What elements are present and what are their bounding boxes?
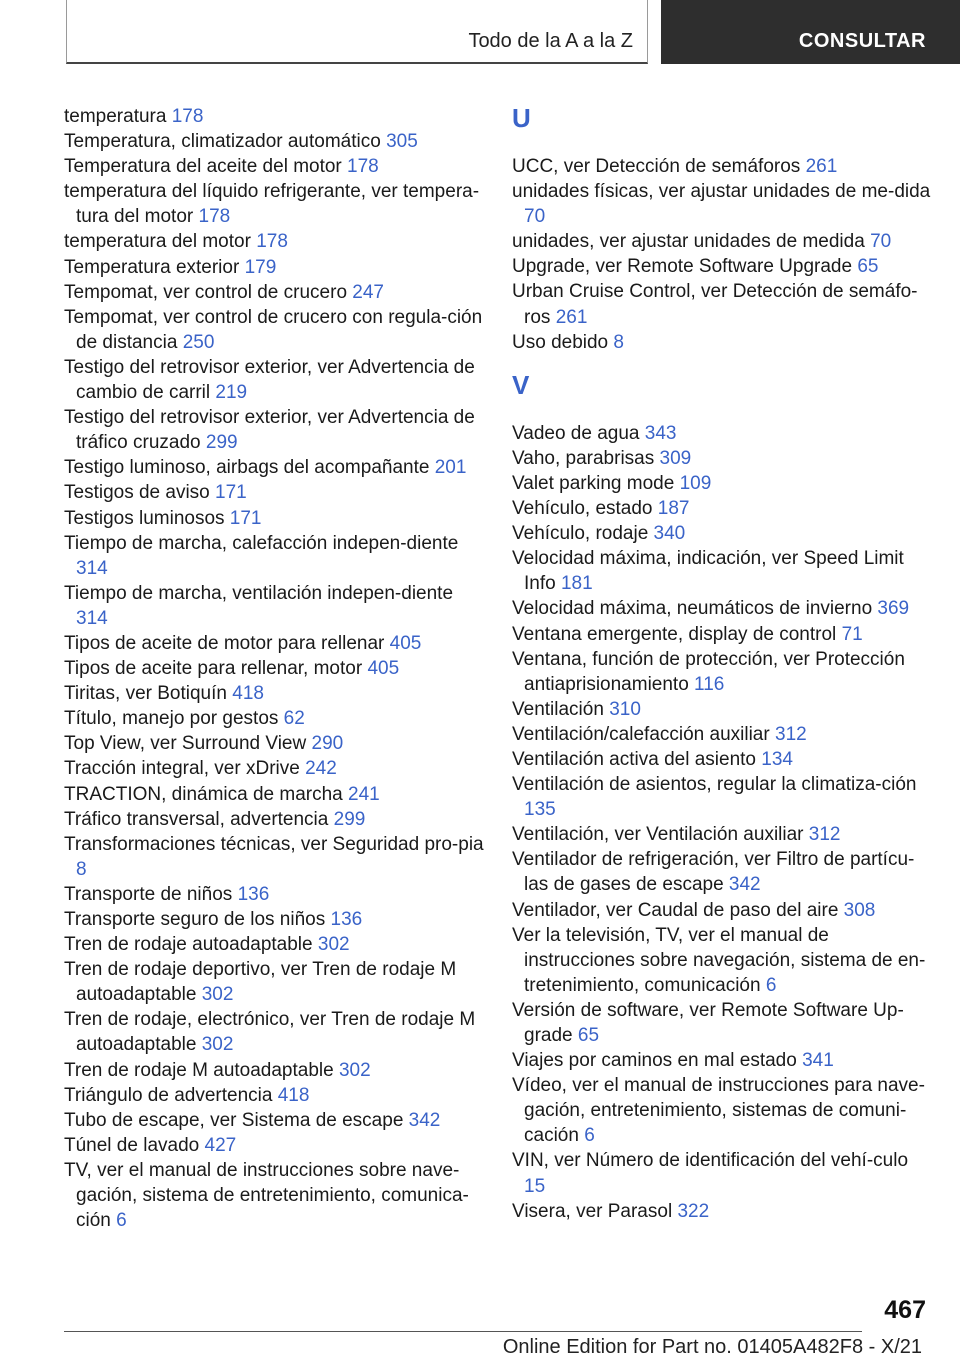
index-entry-page-link[interactable]: 302 (317, 934, 350, 956)
index-entry-page-link[interactable]: 201 (434, 457, 467, 479)
index-entry (512, 596, 932, 621)
index-entry-term: Tren de rodaje autoadaptable (64, 934, 318, 956)
index-entry (512, 229, 932, 254)
index-entry (64, 656, 484, 681)
index-entry-page-link[interactable]: 62 (283, 708, 305, 730)
index-entry (64, 1058, 484, 1083)
index-entry (64, 255, 484, 280)
section-tab[interactable] (66, 0, 648, 64)
index-entry (64, 280, 484, 305)
index-entry-term: Transporte de niños (64, 883, 238, 905)
index-letter-u: U (512, 103, 531, 133)
index-entry-term: temperatura del líquido refrigerante, ver tempera-tura del motor (64, 181, 480, 228)
index-entry (64, 355, 484, 405)
index-entry-page-link[interactable]: 136 (330, 909, 363, 930)
index-entry-term: Tiempo de marcha, calefacción indepen-diente (64, 532, 459, 554)
index-column-left (64, 104, 484, 1233)
index-entry (64, 581, 484, 631)
index-entry (64, 807, 484, 832)
index-entry (64, 957, 484, 1007)
index-entry-term: Ventilación de asientos, regular la climatiza-ción (512, 774, 917, 796)
index-entry-page-link[interactable]: 6 (584, 1125, 595, 1147)
index-entry-term: unidades físicas, ver ajustar unidades de me-dida (512, 181, 931, 203)
index-entry (512, 697, 932, 722)
index-entry (512, 722, 932, 747)
index-entry (64, 104, 484, 129)
index-entry-page-link[interactable]: 302 (201, 984, 234, 1006)
index-entry-page-link[interactable]: 8 (76, 858, 87, 880)
index-entry-term: Temperatura exterior (64, 256, 245, 278)
index-entry-term: Tubo de escape, ver Sistema de escape (64, 1109, 409, 1131)
index-entry-term: Ventana, función de protección, ver Protección antiaprisionamiento (512, 648, 905, 695)
index-entry-page-link[interactable]: 242 (305, 758, 337, 780)
index-entry-term: TV, ver el manual de instrucciones sobre nave-gación, sistema de entretenimiento, comunica-ción (64, 1159, 469, 1232)
index-entry-term: TRACTION, dinámica de marcha (64, 783, 349, 805)
index-entry (64, 531, 484, 581)
index-entry-term: Título, manejo por gestos (64, 708, 284, 730)
index-entry-page-link[interactable]: 309 (659, 447, 692, 469)
index-entry-term: Tráfico transversal, advertencia (64, 808, 334, 830)
index-list-u (512, 154, 932, 355)
index-entry-term: Testigos luminosos (64, 507, 230, 529)
index-entry (512, 254, 932, 279)
index-column-right (512, 104, 932, 1224)
index-entry (64, 681, 484, 706)
index-entry (64, 129, 484, 154)
index-entry-page-link[interactable]: 247 (352, 281, 384, 303)
index-entry-term: Tipos de aceite para rellenar, motor (64, 658, 368, 680)
index-entry (64, 1108, 484, 1133)
index-entry-page-link[interactable]: 6 (116, 1210, 127, 1232)
index-entry-page-link[interactable]: 418 (232, 683, 264, 705)
footer-divider (64, 1331, 862, 1332)
index-list-v (512, 421, 932, 1224)
index-entry (512, 179, 932, 229)
index-entry-page-link[interactable]: 71 (841, 623, 863, 645)
index-entry-page-link[interactable]: 299 (205, 432, 238, 454)
index-entry (64, 731, 484, 756)
index-entry-term: Tempomat, ver control de crucero (64, 281, 353, 303)
index-entry-page-link[interactable]: 134 (761, 748, 793, 770)
index-entry-term: Testigo del retrovisor exterior, ver Advertencia de tráfico cruzado (64, 407, 475, 454)
index-entry-term: Versión de software, ver Remote Software Up-grade (512, 999, 904, 1046)
index-entry (64, 179, 484, 229)
index-entry (512, 622, 932, 647)
index-entry-term: Ver la televisión, TV, ver el manual de instrucciones sobre navegación, sistema de en-tretenimiento, comunicación (512, 924, 926, 996)
index-entry (512, 154, 932, 179)
index-entry (512, 923, 932, 998)
index-entry-page-link[interactable]: 314 (76, 607, 108, 629)
index-entry-page-link[interactable]: 341 (802, 1050, 834, 1072)
index-entry-page-link[interactable]: 302 (338, 1059, 371, 1081)
index-entry-term: Transporte seguro de los niños (64, 909, 331, 930)
footer-edition-text: Online Edition for Part no. 01405A482F8 - X/21 (502, 1336, 922, 1358)
index-entry-term: Viajes por caminos en mal estado (512, 1050, 803, 1072)
index-entry-page-link[interactable]: 305 (386, 131, 418, 153)
index-entry-page-link[interactable]: 187 (657, 498, 690, 520)
index-entry (512, 279, 932, 329)
index-entry-page-link[interactable]: 322 (677, 1200, 710, 1222)
index-entry-term: Tren de rodaje, electrónico, ver Tren de rodaje M autoadaptable (64, 1009, 476, 1056)
index-entry (64, 1133, 484, 1158)
index-entry-page-link[interactable]: 178 (256, 231, 288, 253)
index-entry-page-link[interactable]: 261 (805, 156, 838, 177)
index-entry (64, 480, 484, 505)
index-entry-term: Tren de rodaje M autoadaptable (64, 1059, 339, 1081)
index-entry (512, 1073, 932, 1148)
index-entry (512, 330, 932, 355)
index-entry (64, 782, 484, 807)
index-entry (512, 1199, 932, 1224)
consult-tab[interactable] (661, 0, 960, 64)
index-entry-page-link[interactable]: 178 (171, 106, 204, 127)
index-entry (512, 998, 932, 1048)
index-entry-page-link[interactable]: 65 (577, 1025, 600, 1046)
index-entry-term: UCC, ver Detección de semáforos (512, 156, 806, 177)
page-number: 467 (884, 1296, 926, 1324)
section-spacer (512, 355, 932, 371)
index-entry-page-link[interactable]: 109 (679, 472, 712, 494)
index-entry-term: VIN, ver Número de identificación del vehí-culo (512, 1150, 909, 1172)
index-entry-term: Vadeo de agua (512, 422, 645, 444)
index-entry-page-link[interactable]: 369 (877, 598, 910, 620)
consult-tab-label: CONSULTAR (798, 30, 926, 52)
index-entry-page-link[interactable]: 241 (348, 783, 380, 805)
index-entry-page-link[interactable]: 312 (775, 723, 807, 745)
index-entry-page-link[interactable]: 290 (311, 733, 344, 755)
index-entry (512, 546, 932, 596)
index-entry-page-link[interactable]: 343 (644, 422, 677, 444)
index-entry (64, 932, 484, 957)
index-entry-page-link[interactable]: 171 (215, 482, 247, 504)
index-entry (512, 521, 932, 546)
index-entry (512, 1148, 932, 1198)
index-entry (64, 455, 484, 480)
index-entry (64, 506, 484, 531)
index-entry-page-link[interactable]: 405 (367, 658, 400, 680)
index-entry-term: Top View, ver Surround View (64, 733, 312, 755)
index-entry (512, 647, 932, 697)
index-entry (512, 496, 932, 521)
index-entry-page-link[interactable]: 299 (333, 808, 366, 830)
index-entry (512, 446, 932, 471)
index-entry-term: temperatura del motor (64, 231, 257, 253)
index-entry (64, 1158, 484, 1233)
index-entry-term: Túnel de lavado (64, 1134, 205, 1156)
index-entry-term: Ventilador de refrigeración, ver Filtro de partícu-las de gases de escape (512, 849, 915, 896)
index-entry-page-link[interactable]: 65 (857, 256, 879, 278)
index-entry-term: Ventilador, ver Caudal de paso del aire (512, 899, 844, 921)
index-entry-term: Triángulo de advertencia (64, 1084, 278, 1106)
index-entry-term: Uso debido (512, 331, 614, 353)
index-entry-page-link[interactable]: 136 (237, 883, 270, 905)
index-entry-term: Tren de rodaje deportivo, ver Tren de rodaje M autoadaptable (64, 959, 457, 1006)
index-entry (64, 154, 484, 179)
index-entry (64, 907, 484, 932)
index-entry (512, 822, 932, 847)
index-entry (512, 847, 932, 897)
index-entry-page-link[interactable]: 302 (201, 1034, 234, 1056)
index-entry (512, 471, 932, 496)
index-entry-page-link[interactable]: 427 (204, 1134, 237, 1156)
index-entry (64, 631, 484, 656)
index-entry-term: Velocidad máxima, indicación, ver Speed Limit Info (512, 548, 904, 595)
index-entry-term: Tracción integral, ver xDrive (64, 758, 306, 780)
index-entry-term: Velocidad máxima, neumáticos de invierno (512, 598, 878, 620)
index-entry-term: Urban Cruise Control, ver Detección de semáfo-ros (512, 281, 918, 328)
index-entry-page-link[interactable]: 8 (613, 331, 624, 353)
index-entry (64, 756, 484, 781)
index-entry-term: Tipos de aceite de motor para rellenar (64, 632, 390, 654)
index-entry (512, 1048, 932, 1073)
index-entry-term: Vaho, parabrisas (512, 447, 660, 469)
index-entry-page-link[interactable]: 250 (182, 331, 215, 353)
index-entry-term: Ventilación (512, 698, 610, 720)
index-entry-term: Vehículo, rodaje (512, 523, 654, 545)
index-entry (64, 305, 484, 355)
index-entry-term: Valet parking mode (512, 472, 680, 494)
index-entry-page-link[interactable]: 70 (870, 231, 892, 253)
index-entry-page-link[interactable]: 15 (524, 1175, 546, 1197)
index-letter-v: V (512, 369, 530, 400)
index-entry-term: unidades, ver ajustar unidades de medida (512, 231, 871, 253)
page-header (0, 0, 960, 66)
index-entry (64, 882, 484, 907)
index-entry-term: Ventilación/calefacción auxiliar (512, 723, 775, 745)
index-entry (512, 747, 932, 772)
index-entry-page-link[interactable]: 308 (843, 899, 876, 921)
index-entry-page-link[interactable]: 340 (653, 523, 686, 545)
index-entry-term: Ventilación, ver Ventilación auxiliar (512, 824, 809, 846)
index-entry-page-link[interactable]: 179 (244, 256, 277, 278)
index-entry-term: Ventilación activa del asiento (512, 748, 762, 770)
index-entry-term: Visera, ver Parasol (512, 1200, 678, 1222)
section-tab-label: Todo de la A a la Z (468, 30, 633, 52)
index-entry (64, 1083, 484, 1108)
index-entry (64, 405, 484, 455)
index-entry-page-link[interactable]: 312 (808, 824, 841, 846)
index-entry-page-link[interactable]: 342 (728, 874, 761, 896)
index-entry-page-link[interactable]: 405 (389, 632, 422, 654)
index-entry-term: Temperatura del aceite del motor (64, 156, 348, 178)
index-entry-term: Testigos de aviso (64, 482, 216, 504)
index-entry (64, 832, 484, 882)
index-entry-term: Temperatura, climatizador automático (64, 131, 387, 153)
index-entry-page-link[interactable]: 178 (198, 206, 231, 228)
index-entry-term: Vídeo, ver el manual de instrucciones para nave-gación, entretenimiento, sistemas de comuni-cación (512, 1075, 925, 1147)
index-entry (64, 229, 484, 254)
index-entry-page-link[interactable]: 178 (347, 156, 379, 178)
index-entry-term: Ventana emergente, display de control (512, 623, 842, 645)
index-entry-page-link[interactable]: 418 (277, 1084, 310, 1106)
index-entry-page-link[interactable]: 219 (215, 382, 248, 404)
index-entry-page-link[interactable]: 342 (408, 1109, 441, 1131)
index-entry-page-link[interactable]: 261 (555, 306, 588, 328)
index-entry (64, 706, 484, 731)
index-entry-page-link[interactable]: 116 (694, 673, 725, 695)
index-entry (512, 772, 932, 822)
index-entry-page-link[interactable]: 6 (765, 974, 777, 996)
index-entry (512, 898, 932, 923)
index-entry-term: Tiempo de marcha, ventilación indepen-diente (64, 582, 454, 604)
index-entry-page-link[interactable]: 70 (524, 206, 546, 228)
index-entry-page-link[interactable]: 181 (560, 573, 593, 595)
index-entry-term: Upgrade, ver Remote Software Upgrade (512, 256, 858, 278)
index-entry-term: temperatura (64, 106, 172, 127)
index-entry (512, 421, 932, 446)
index-entry-term: Tiritas, ver Botiquín (64, 683, 233, 705)
index-entry-page-link[interactable]: 171 (229, 507, 262, 529)
index-entry-term: Vehículo, estado (512, 498, 658, 520)
index-entry (64, 1007, 484, 1057)
index-entry-term: Transformaciones técnicas, ver Seguridad pro-pia (64, 833, 484, 855)
index-entry-term: Tempomat, ver control de crucero con regula-ción de distancia (64, 306, 483, 353)
index-entry-page-link[interactable]: 310 (609, 698, 641, 720)
index-entry-page-link[interactable]: 314 (76, 557, 108, 579)
index-entry-term: Testigo del retrovisor exterior, ver Advertencia de cambio de carril (64, 356, 475, 404)
index-entry-term: Testigo luminoso, airbags del acompañante (64, 457, 435, 479)
index-entry-page-link[interactable]: 135 (524, 799, 556, 821)
